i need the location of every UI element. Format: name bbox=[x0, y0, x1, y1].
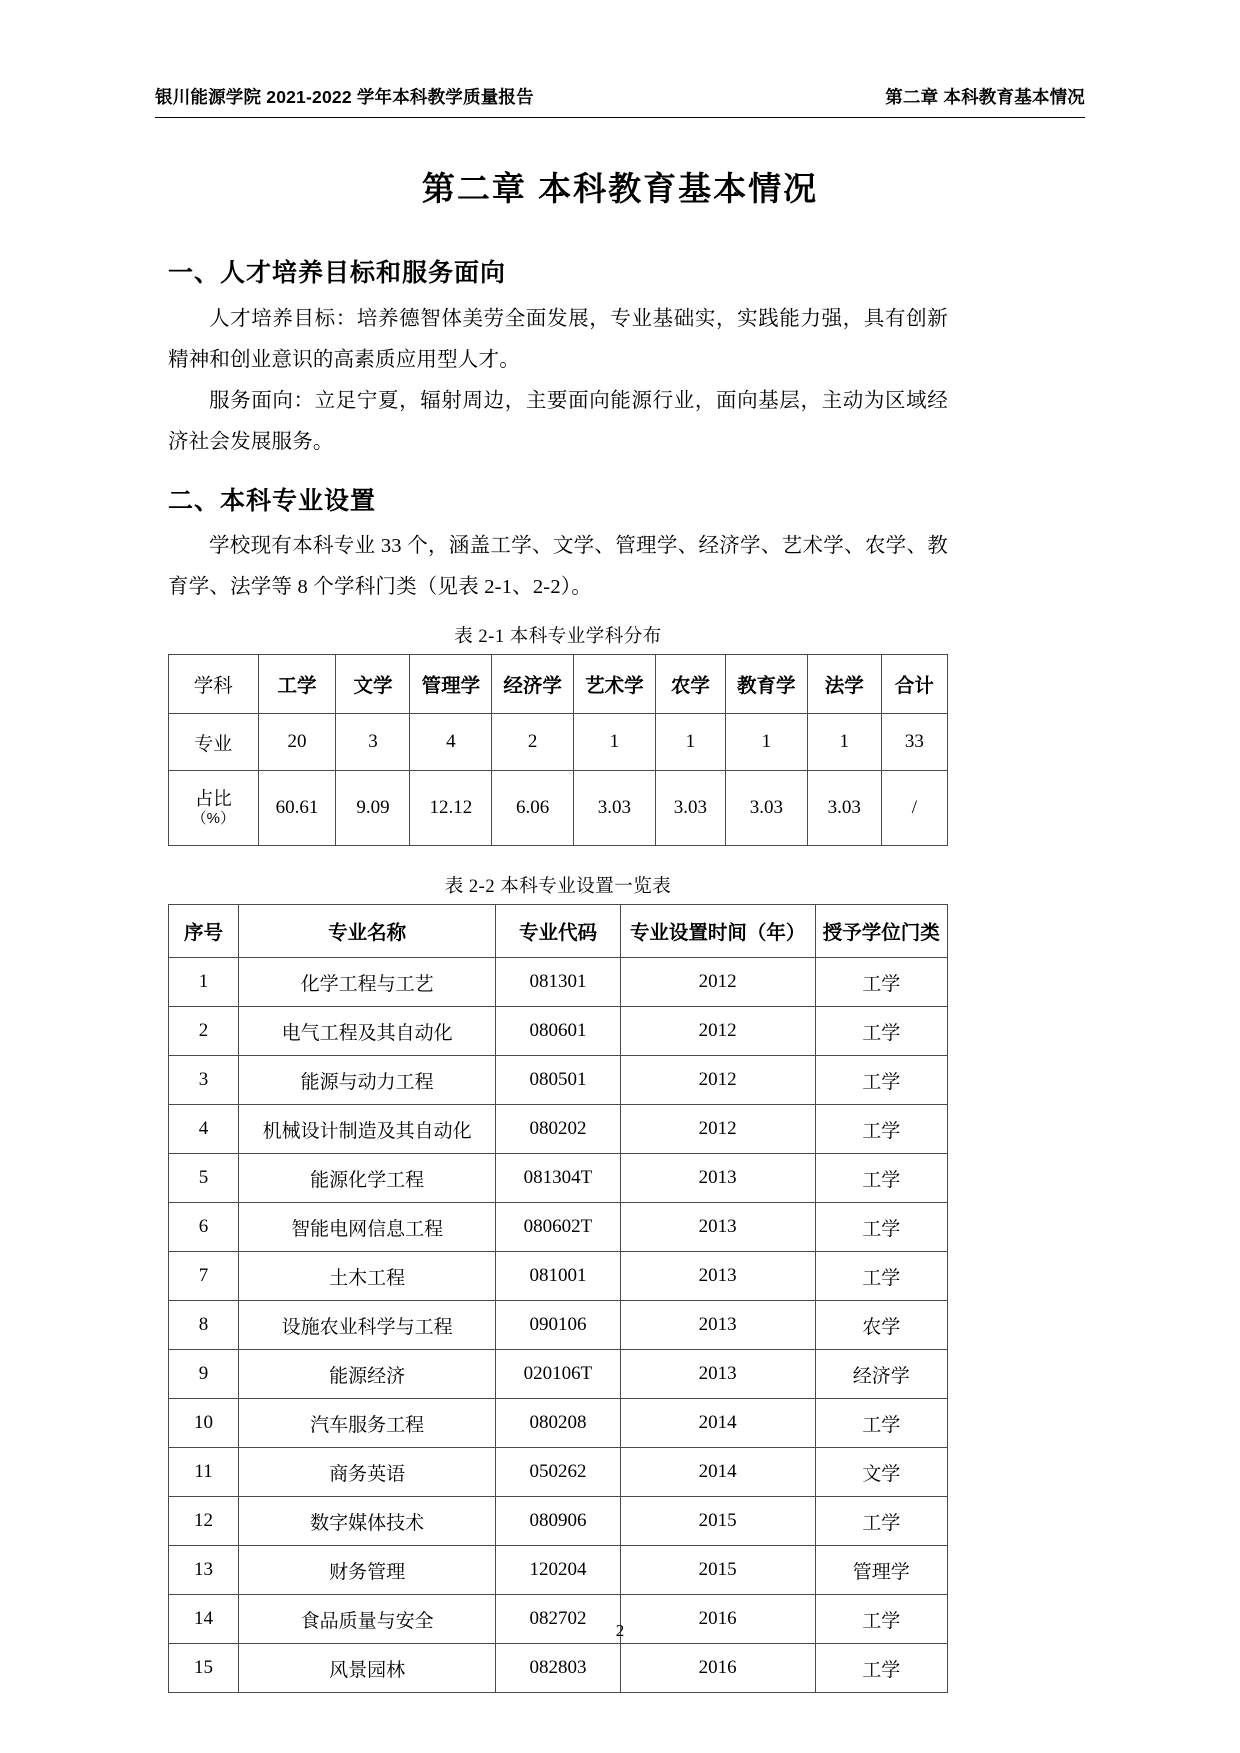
running-header bbox=[155, 84, 1085, 118]
table-22-cell: 风景园林 bbox=[239, 1644, 496, 1693]
table-21-cell: 3 bbox=[336, 714, 410, 771]
table-22-header-cell: 专业名称 bbox=[239, 905, 496, 958]
table-21-cell: 12.12 bbox=[410, 771, 492, 846]
table-22-cell: 14 bbox=[169, 1595, 239, 1644]
table-row bbox=[169, 1154, 948, 1203]
table-22-cell: 9 bbox=[169, 1350, 239, 1399]
table-row bbox=[169, 1644, 948, 1693]
table-row bbox=[169, 958, 948, 1007]
table-21-header-cell: 经济学 bbox=[492, 655, 574, 714]
table-22-header-cell: 授予学位门类 bbox=[815, 905, 947, 958]
table-22-cell: 工学 bbox=[815, 1105, 947, 1154]
table-22-caption: 表 2-2 本科专业设置一览表 bbox=[444, 877, 672, 897]
table-22-cell: 工学 bbox=[815, 1595, 947, 1644]
section-1-paragraph-2: 服务面向：立足宁夏，辐射周边，主要面向能源行业，面向基层，主动为区域经济社会发展服务。 bbox=[168, 389, 948, 453]
table-22-cell: 工学 bbox=[815, 1154, 947, 1203]
section-heading-1: 一、人才培养目标和服务面向 bbox=[168, 259, 507, 287]
table-21-header-cell: 艺术学 bbox=[574, 655, 656, 714]
table-row-header bbox=[169, 655, 948, 714]
table-22-cell: 081301 bbox=[496, 958, 621, 1007]
table-22-cell: 2013 bbox=[620, 1301, 815, 1350]
table-22-cell: 080208 bbox=[496, 1399, 621, 1448]
table-21-cell: 3.03 bbox=[574, 771, 656, 846]
table-row bbox=[169, 1448, 948, 1497]
table-22-cell: 6 bbox=[169, 1203, 239, 1252]
table-22-cell: 3 bbox=[169, 1056, 239, 1105]
header-right-text: 第二章 本科教育基本情况 bbox=[885, 87, 1085, 107]
table-22-cell: 2014 bbox=[620, 1399, 815, 1448]
table-21-cell: 6.06 bbox=[492, 771, 574, 846]
table-22-cell: 4 bbox=[169, 1105, 239, 1154]
table-row bbox=[169, 1056, 948, 1105]
table-row bbox=[169, 1399, 948, 1448]
table-22-cell: 商务英语 bbox=[239, 1448, 496, 1497]
table-22-cell: 020106T bbox=[496, 1350, 621, 1399]
table-22-cell: 工学 bbox=[815, 1497, 947, 1546]
table-22-cell: 13 bbox=[169, 1546, 239, 1595]
table-22-cell: 2013 bbox=[620, 1203, 815, 1252]
table-21-cell: 1 bbox=[725, 714, 807, 771]
section-2-paragraph-1: 学校现有本科专业 33 个，涵盖工学、文学、管理学、经济学、艺术学、农学、教育学、法学等 8 个学科门类（见表 2-1、2-2）。 bbox=[168, 535, 948, 598]
table-22-cell: 081001 bbox=[496, 1252, 621, 1301]
table-row-header bbox=[169, 905, 948, 958]
section-heading-2: 二、本科专业设置 bbox=[168, 486, 377, 515]
header-left-text: 银川能源学院 2021-2022 学年本科教学质量报告 bbox=[155, 87, 534, 107]
table-21-cell: 4 bbox=[410, 714, 492, 771]
table-21-row-label: 专业 bbox=[169, 714, 259, 771]
table-22-cell: 工学 bbox=[815, 1252, 947, 1301]
section-1-paragraph-1: 人才培养目标：培养德智体美劳全面发展，专业基础实，实践能力强，具有创新精神和创业意识的高素质应用型人才。 bbox=[168, 307, 948, 371]
table-21-header-cell: 工学 bbox=[258, 655, 336, 714]
table-21-cell: 9.09 bbox=[336, 771, 410, 846]
table-major-discipline-distribution bbox=[168, 654, 948, 846]
table-row bbox=[169, 714, 948, 771]
table-21-header-cell: 法学 bbox=[807, 655, 881, 714]
table-22-cell: 1 bbox=[169, 958, 239, 1007]
table-22-cell: 工学 bbox=[815, 1056, 947, 1105]
table-21-cell: / bbox=[881, 771, 947, 846]
table-21-caption: 表 2-1 本科专业学科分布 bbox=[454, 627, 662, 647]
table-22-cell: 2015 bbox=[620, 1497, 815, 1546]
table-22-cell: 农学 bbox=[815, 1301, 947, 1350]
table-row bbox=[169, 1203, 948, 1252]
table-21-row-label-percent bbox=[169, 771, 259, 846]
table-22-cell: 10 bbox=[169, 1399, 239, 1448]
table-22-cell: 2014 bbox=[620, 1448, 815, 1497]
table-22-cell: 设施农业科学与工程 bbox=[239, 1301, 496, 1350]
table-row bbox=[169, 1546, 948, 1595]
table-22-cell: 050262 bbox=[496, 1448, 621, 1497]
table-22-cell: 080501 bbox=[496, 1056, 621, 1105]
table-22-cell: 080906 bbox=[496, 1497, 621, 1546]
table-22-cell: 2016 bbox=[620, 1595, 815, 1644]
table-22-cell: 15 bbox=[169, 1644, 239, 1693]
table-22-cell: 数字媒体技术 bbox=[239, 1497, 496, 1546]
table-22-cell: 2013 bbox=[620, 1252, 815, 1301]
table-22-cell: 082803 bbox=[496, 1644, 621, 1693]
table-21-header-cell: 学科 bbox=[169, 655, 259, 714]
table-22-cell: 2012 bbox=[620, 1056, 815, 1105]
table-row bbox=[169, 1497, 948, 1546]
table-22-cell: 2015 bbox=[620, 1546, 815, 1595]
table-21-header-cell: 管理学 bbox=[410, 655, 492, 714]
table-22-cell: 能源经济 bbox=[239, 1350, 496, 1399]
table-22-cell: 11 bbox=[169, 1448, 239, 1497]
table-22-cell: 食品质量与安全 bbox=[239, 1595, 496, 1644]
table-22-cell: 工学 bbox=[815, 1203, 947, 1252]
table-22-cell: 能源与动力工程 bbox=[239, 1056, 496, 1105]
table-22-cell: 工学 bbox=[815, 1399, 947, 1448]
table-row bbox=[169, 1252, 948, 1301]
table-row bbox=[169, 771, 948, 846]
table-22-cell: 经济学 bbox=[815, 1350, 947, 1399]
table-22-cell: 7 bbox=[169, 1252, 239, 1301]
table-22-cell: 化学工程与工艺 bbox=[239, 958, 496, 1007]
table-21-cell: 1 bbox=[574, 714, 656, 771]
table-21-cell: 33 bbox=[881, 714, 947, 771]
table-22-header-cell: 序号 bbox=[169, 905, 239, 958]
table-21-header-cell: 合计 bbox=[881, 655, 947, 714]
table-22-cell: 5 bbox=[169, 1154, 239, 1203]
percent-label-main: 占比 bbox=[194, 788, 232, 810]
table-row bbox=[169, 1105, 948, 1154]
table-22-cell: 2012 bbox=[620, 1007, 815, 1056]
page-number: 2 bbox=[615, 1621, 625, 1640]
table-row bbox=[169, 1007, 948, 1056]
table-22-cell: 2012 bbox=[620, 1105, 815, 1154]
table-21-header-cell: 农学 bbox=[655, 655, 725, 714]
table-22-cell: 2016 bbox=[620, 1644, 815, 1693]
table-22-cell: 080602T bbox=[496, 1203, 621, 1252]
table-22-cell: 机械设计制造及其自动化 bbox=[239, 1105, 496, 1154]
table-22-header-cell: 专业设置时间（年） bbox=[620, 905, 815, 958]
table-21-cell: 3.03 bbox=[725, 771, 807, 846]
table-22-cell: 工学 bbox=[815, 958, 947, 1007]
table-21-cell: 20 bbox=[258, 714, 336, 771]
table-22-cell: 工学 bbox=[815, 1007, 947, 1056]
table-22-cell: 2013 bbox=[620, 1154, 815, 1203]
table-21-header-cell: 教育学 bbox=[725, 655, 807, 714]
table-22-cell: 2013 bbox=[620, 1350, 815, 1399]
table-22-cell: 电气工程及其自动化 bbox=[239, 1007, 496, 1056]
document-content bbox=[168, 255, 948, 1693]
table-22-cell: 2 bbox=[169, 1007, 239, 1056]
table-21-cell: 2 bbox=[492, 714, 574, 771]
table-21-cell: 3.03 bbox=[807, 771, 881, 846]
table-22-cell: 工学 bbox=[815, 1644, 947, 1693]
table-22-cell: 财务管理 bbox=[239, 1546, 496, 1595]
table-row bbox=[169, 1350, 948, 1399]
table-22-cell: 082702 bbox=[496, 1595, 621, 1644]
table-row bbox=[169, 1301, 948, 1350]
table-22-cell: 080601 bbox=[496, 1007, 621, 1056]
table-22-cell: 土木工程 bbox=[239, 1252, 496, 1301]
table-21-cell: 60.61 bbox=[258, 771, 336, 846]
table-22-cell: 智能电网信息工程 bbox=[239, 1203, 496, 1252]
percent-label-sub: （%） bbox=[191, 810, 235, 828]
table-22-cell: 2012 bbox=[620, 958, 815, 1007]
table-22-cell: 8 bbox=[169, 1301, 239, 1350]
table-undergraduate-major-list bbox=[168, 904, 948, 1693]
table-22-cell: 12 bbox=[169, 1497, 239, 1546]
table-21-cell: 1 bbox=[655, 714, 725, 771]
table-21-cell: 1 bbox=[807, 714, 881, 771]
table-21-cell: 3.03 bbox=[655, 771, 725, 846]
table-22-cell: 080202 bbox=[496, 1105, 621, 1154]
table-22-cell: 管理学 bbox=[815, 1546, 947, 1595]
table-22-cell: 081304T bbox=[496, 1154, 621, 1203]
table-22-cell: 汽车服务工程 bbox=[239, 1399, 496, 1448]
table-22-cell: 能源化学工程 bbox=[239, 1154, 496, 1203]
chapter-title: 第二章 本科教育基本情况 bbox=[421, 170, 819, 207]
table-22-cell: 090106 bbox=[496, 1301, 621, 1350]
table-22-cell: 文学 bbox=[815, 1448, 947, 1497]
table-21-header-cell: 文学 bbox=[336, 655, 410, 714]
table-22-header-cell: 专业代码 bbox=[496, 905, 621, 958]
table-22-cell: 120204 bbox=[496, 1546, 621, 1595]
